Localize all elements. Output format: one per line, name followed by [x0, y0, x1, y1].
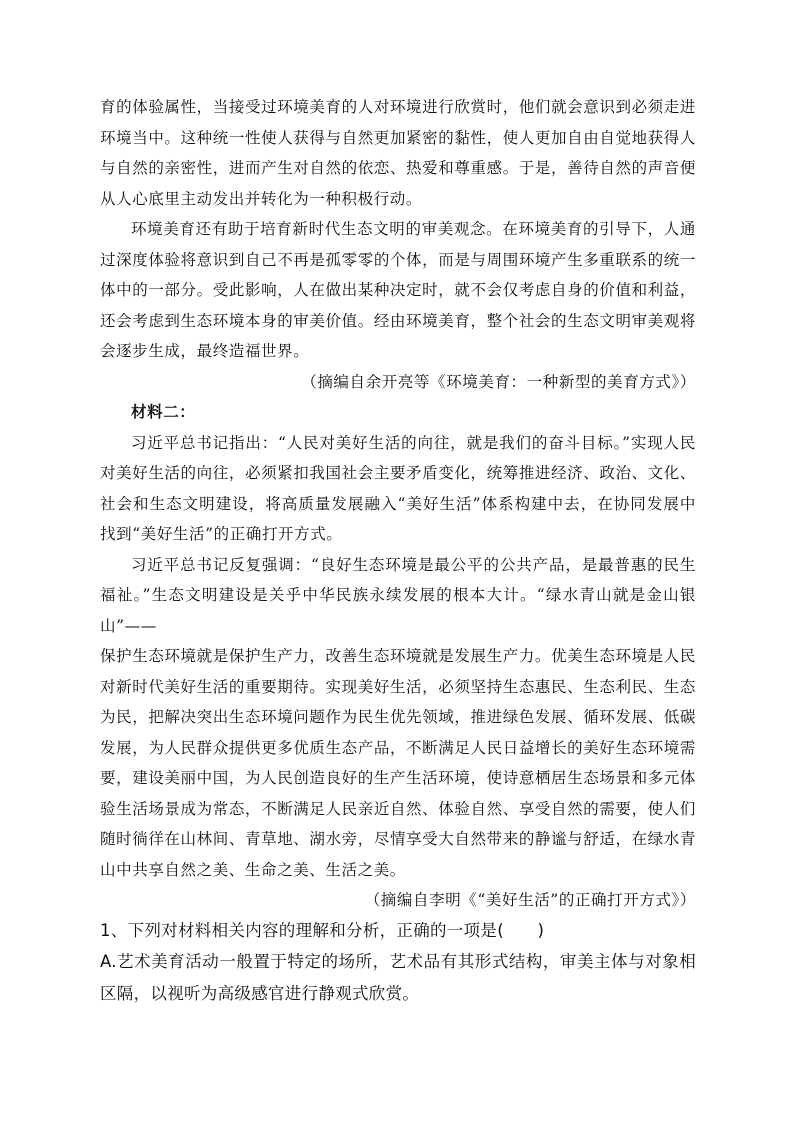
source-citation-2: （摘编自李明《“美好生活”的正确打开方式》）: [364, 891, 696, 909]
source-citation-1: （摘编自余开亮等《环境美育：一种新型的美育方式》）: [301, 372, 696, 391]
paragraph-1: 育的体验属性，当接受过环境美育的人对环境进行欣赏时，他们就会意识到必须走进环境当中。这种统一性使人获得与自然更加紧密的黏性，使人更加自由自觉地获得人与自然的亲密性，进而产生对自然的依恋、热爱和尊重感。于是，善待自然的声音便从人心底里主动发出并转化为一种积极行动。: [100, 98, 696, 208]
paragraph-3: 习近平总书记指出：“人民对美好生活的向往，就是我们的奋斗目标。”实现人民对美好生活的向往，必须紧扣我国社会主要矛盾变化，统筹推进经济、政治、文化、社会和生态文明建设，将高质量发展融入“美好生活”体系构建中去，在协同发展中找到“美好生活”的正确打开方式。: [100, 433, 696, 543]
paragraph-4-continued: 保护生态环境就是保护生产力，改善生态环境就是发展生产力。优美生态环境是人民对新时代美好生活的重要期待。实现美好生活，必须坚持生态惠民、生态利民、生态为民，把解决突出生态环境问题作为民生优先领域，推进绿色发展、循环发展、低碳发展，为人民群众提供更多优质生态产品，不断满足人民日益增长的美好生态环境需要，建设美丽中国，为人民创造良好的生产生活环境，使诗意栖居生态场景和多元体验生活场景成为常态，不断满足人民亲近自然、体验自然、享受自然的需要，使人们随时徜徉在山林间、青草地、湖水旁，尽情享受大自然带来的静谧与舒适，在绿水青山中共享自然之美、生命之美、生活之美。: [100, 647, 696, 879]
question-1-stem: 1、下列对材料相关内容的理解和分析，正确的一项是( ): [100, 920, 545, 940]
document-body: [100, 92, 696, 1010]
paragraph-2: 环境美育还有助于培育新时代生态文明的审美观念。在环境美育的引导下，人通过深度体验将意识到自己不再是孤零零的个体，而是与周围环境产生多重联系的统一体中的一部分。受此影响，人在做出某种决定时，就不会仅考虑自身的价值和利益，还会考虑到生态环境本身的审美价值。经由环境美育，整个社会的生态文明审美观将会逐步生成，最终造福世界。: [100, 220, 696, 360]
paragraph-4-first-line: 习近平总书记反复强调：“良好生态环境是最公平的公共产品，是最普惠的民生福祉。”生态文明建设是关乎中华民族永续发展的根本大计。“绿水青山就是金山银山”——: [100, 555, 696, 635]
question-1-option-a: A.艺术美育活动一般置于特定的场所，艺术品有其形式结构，审美主体与对象相区隔，以视听为高级感官进行静观式欣赏。: [100, 952, 696, 1003]
material-two-heading: 材料二：: [131, 402, 196, 421]
